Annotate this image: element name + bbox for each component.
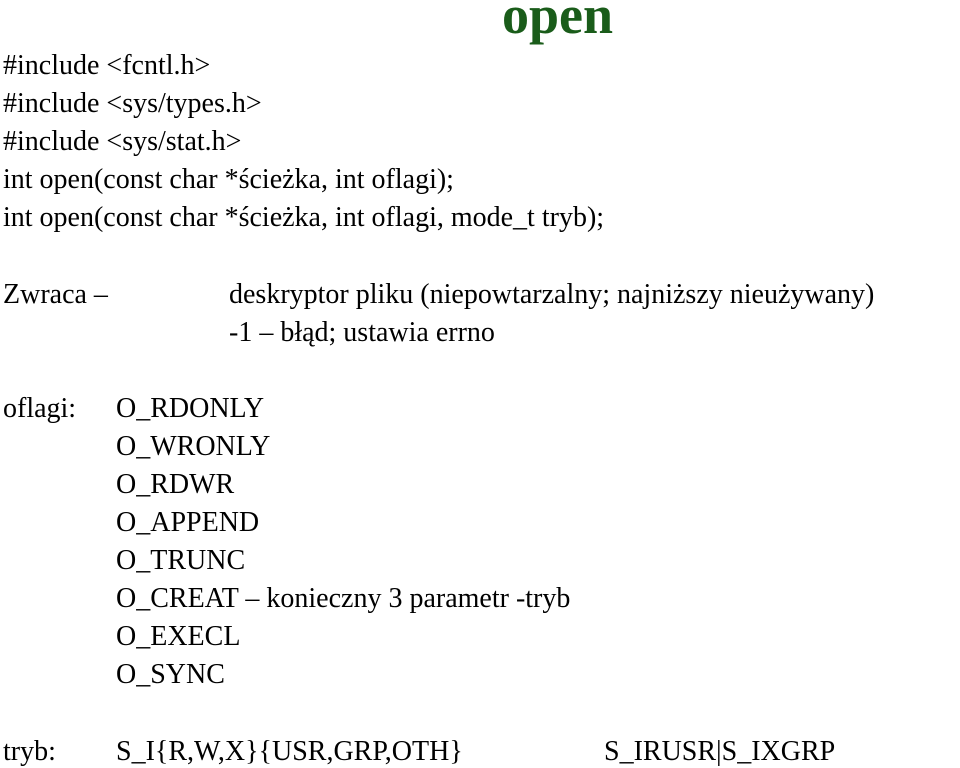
flag-item: O_EXECL (116, 621, 241, 652)
slide-title: open (502, 0, 614, 45)
returns-label: Zwraca – (3, 279, 108, 310)
prototype-line: int open(const char *ścieżka, int oflagi); (3, 164, 454, 195)
prototype-line: int open(const char *ścieżka, int oflagi, mode_t tryb); (3, 202, 605, 233)
include-line: #include <fcntl.h> (3, 50, 211, 81)
flag-item: O_APPEND (116, 507, 260, 538)
flag-item: O_RDWR (116, 469, 235, 500)
flag-item: O_RDONLY (116, 393, 265, 424)
flag-item: O_TRUNC (116, 545, 246, 576)
return-item: deskryptor pliku (niepowtarzalny; najniższy nieużywany) (229, 279, 875, 310)
mode-example: S_IRUSR|S_IXGRP (604, 736, 836, 767)
include-line: #include <sys/stat.h> (3, 126, 242, 157)
flags-label: oflagi: (3, 393, 77, 424)
return-item: -1 – błąd; ustawia errno (229, 317, 495, 348)
flag-item: O_SYNC (116, 659, 225, 690)
flag-item: O_CREAT – konieczny 3 parametr -tryb (116, 583, 571, 614)
mode-pattern: S_I{R,W,X}{USR,GRP,OTH} (116, 736, 463, 767)
mode-label: tryb: (3, 736, 56, 767)
flag-item: O_WRONLY (116, 431, 271, 462)
include-line: #include <sys/types.h> (3, 88, 262, 119)
